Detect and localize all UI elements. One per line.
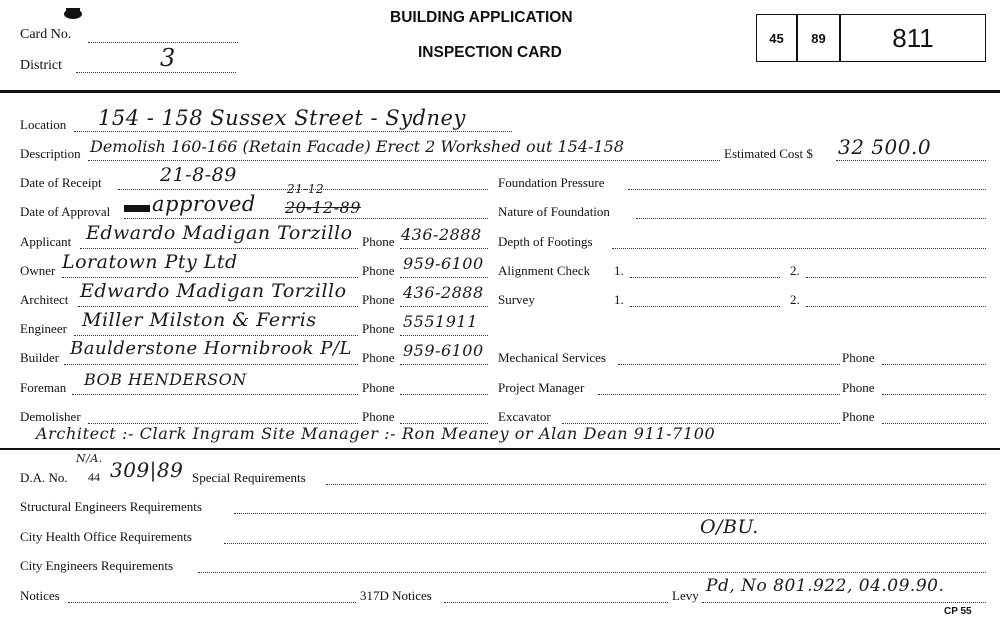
engineer-value: Miller Milston & Ferris xyxy=(82,309,317,331)
foreman-line xyxy=(72,394,358,395)
health-line xyxy=(224,543,986,544)
project-manager-phone-label: Phone xyxy=(842,380,875,395)
nature-foundation-label: Nature of Foundation xyxy=(498,204,610,219)
date-approval-label: Date of Approval xyxy=(20,204,111,219)
mid-rule xyxy=(0,448,1000,450)
applicant-phone-label: Phone xyxy=(362,234,395,249)
handwritten-note: Architect :- Clark Ingram Site Manager :- Ron Meaney or Alan Dean 911-7100 xyxy=(36,424,716,443)
district-label: District xyxy=(20,58,62,73)
owner-line xyxy=(62,277,358,278)
district-value: 3 xyxy=(160,44,176,72)
alignment-num1: 1. xyxy=(614,263,624,278)
da-prefix: 44 xyxy=(88,470,100,484)
architect-line xyxy=(78,306,358,307)
district-line xyxy=(76,72,236,73)
survey-num2: 2. xyxy=(790,292,800,307)
architect-value: Edwardo Madigan Torzillo xyxy=(80,280,347,302)
demolisher-label: Demolisher xyxy=(20,409,81,424)
excavator-label: Excavator xyxy=(498,409,551,424)
da-no-label: D.A. No. xyxy=(20,470,68,485)
builder-label: Builder xyxy=(20,350,59,365)
title-line2: INSPECTION CARD xyxy=(418,44,562,61)
location-label: Location xyxy=(20,117,67,132)
health-value: O/BU. xyxy=(700,516,759,538)
estimated-cost-label: Estimated Cost $ xyxy=(724,146,813,161)
architect-phone-label: Phone xyxy=(362,292,395,307)
architect-phone: 436-2888 xyxy=(403,283,484,302)
description-label: Description xyxy=(20,146,81,161)
builder-phone-line xyxy=(400,364,488,365)
number-box-main: 811 xyxy=(892,22,934,53)
approval-scribble xyxy=(124,205,150,212)
location-line xyxy=(74,131,512,132)
alignment-check-label: Alignment Check xyxy=(498,263,591,278)
title-line1: BUILDING APPLICATION xyxy=(390,9,573,26)
survey-label: Survey xyxy=(498,292,535,307)
builder-phone-label: Phone xyxy=(362,350,395,365)
builder-value: Baulderstone Hornibrook P/L xyxy=(70,338,352,359)
location-value: 154 - 158 Sussex Street - Sydney xyxy=(98,106,466,130)
owner-phone-label: Phone xyxy=(362,263,395,278)
health-label: City Health Office Requirements xyxy=(20,529,192,544)
alignment-num2: 2. xyxy=(790,263,800,278)
card-no-line xyxy=(88,42,238,43)
date-approval-line xyxy=(124,218,488,219)
applicant-phone-line xyxy=(400,248,488,249)
number-box-b: 89 xyxy=(811,30,826,46)
notices-line xyxy=(68,602,356,603)
mechanical-line xyxy=(618,364,840,365)
foundation-pressure-line xyxy=(628,189,986,190)
mechanical-phone-line xyxy=(882,364,986,365)
number-box-a: 45 xyxy=(769,30,784,46)
applicant-label: Applicant xyxy=(20,234,72,249)
levy-line xyxy=(702,602,986,603)
excavator-phone-label: Phone xyxy=(842,409,875,424)
special-req-line xyxy=(326,484,986,485)
da-note: N/A. xyxy=(76,452,103,465)
notices-317d-line xyxy=(444,602,668,603)
owner-phone: 959-6100 xyxy=(403,254,484,273)
card-no-label: Card No. xyxy=(20,27,72,42)
architect-label: Architect xyxy=(20,292,69,307)
engineer-phone-line xyxy=(400,335,488,336)
engineer-label: Engineer xyxy=(20,321,67,336)
notices-label: Notices xyxy=(20,588,60,603)
foreman-phone-label: Phone xyxy=(362,380,395,395)
builder-line xyxy=(64,364,358,365)
alignment-line2 xyxy=(806,277,986,278)
estimated-cost-line xyxy=(836,160,986,161)
survey-line1 xyxy=(630,306,780,307)
date-receipt-label: Date of Receipt xyxy=(20,175,102,190)
nature-foundation-line xyxy=(636,218,986,219)
description-value: Demolish 160-166 (Retain Facade) Erect 2 Workshed out 154-158 xyxy=(90,137,624,156)
depth-footings-line xyxy=(612,248,986,249)
owner-value: Loratown Pty Ltd xyxy=(62,251,238,273)
project-manager-line xyxy=(598,394,840,395)
da-value: 309|89 xyxy=(110,458,184,482)
foreman-phone-line xyxy=(400,394,488,395)
estimated-cost-value: 32 500.0 xyxy=(838,135,932,159)
foreman-value: BOB HENDERSON xyxy=(84,370,247,389)
applicant-value: Edwardo Madigan Torzillo xyxy=(86,222,353,244)
excavator-phone-line xyxy=(882,423,986,424)
punch-blot-icon xyxy=(62,6,84,20)
city-eng-label: City Engineers Requirements xyxy=(20,558,174,573)
survey-line2 xyxy=(806,306,986,307)
architect-phone-line xyxy=(400,306,488,307)
header-rule xyxy=(0,90,1000,93)
date-approval-correction: 21-12 xyxy=(287,182,325,196)
alignment-line1 xyxy=(630,277,780,278)
city-eng-line xyxy=(198,572,986,573)
special-req-label: Special Requirements xyxy=(192,470,306,485)
foreman-label: Foreman xyxy=(20,380,67,395)
applicant-phone: 436-2888 xyxy=(401,225,482,244)
foundation-pressure-label: Foundation Pressure xyxy=(498,175,605,190)
date-approval-value: approved xyxy=(152,192,256,216)
levy-label: Levy xyxy=(672,588,699,603)
depth-footings-label: Depth of Footings xyxy=(498,234,593,249)
survey-num1: 1. xyxy=(614,292,624,307)
date-receipt-value: 21-8-89 xyxy=(160,164,237,186)
structural-line xyxy=(234,513,986,514)
engineer-phone: 5551911 xyxy=(403,312,478,331)
date-approval-date: 20-12-89 xyxy=(285,198,361,217)
engineer-line xyxy=(74,335,358,336)
form-code: CP 55 xyxy=(944,606,972,617)
structural-label: Structural Engineers Requirements xyxy=(20,499,202,514)
project-manager-label: Project Manager xyxy=(498,380,585,395)
owner-label: Owner xyxy=(20,263,56,278)
engineer-phone-label: Phone xyxy=(362,321,395,336)
demolisher-phone-label: Phone xyxy=(362,409,395,424)
description-line xyxy=(88,160,720,161)
hole-punch-mark xyxy=(62,6,84,25)
mechanical-phone-label: Phone xyxy=(842,350,875,365)
notices-317d-label: 317D Notices xyxy=(360,588,432,603)
applicant-line xyxy=(80,248,358,249)
mechanical-label: Mechanical Services xyxy=(498,350,606,365)
builder-phone: 959-6100 xyxy=(403,341,484,360)
owner-phone-line xyxy=(400,277,488,278)
levy-value: Pd, No 801.922, 04.09.90. xyxy=(706,576,945,596)
project-manager-phone-line xyxy=(882,394,986,395)
